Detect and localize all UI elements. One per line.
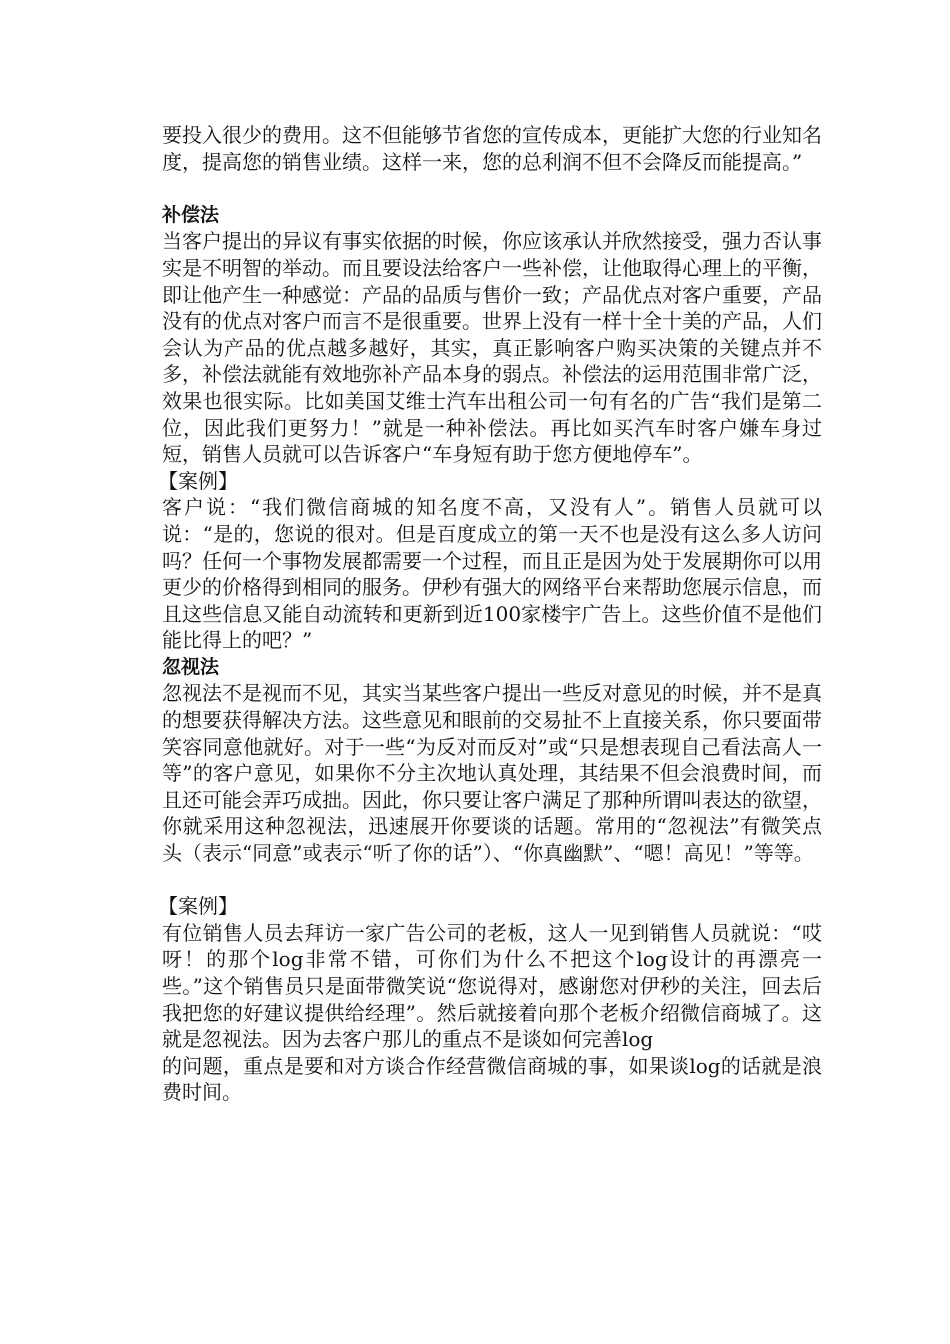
document-page xyxy=(158,122,822,1106)
spacer xyxy=(162,867,822,894)
spacer xyxy=(162,175,822,202)
ignore-case-paragraph: 有位销售人员去拜访一家广告公司的老板，这人一见到销售人员就说：“哎呀！的那个log非常不错，可你们为什么不把这个log设计的再漂亮一些。”这个销售员只是面带微笑说“您说得对，感谢您对伊秒的关注，回去后我把您的好建议提供给经理”。然后就接着向那个老板介绍微信商城了。这就是忽视法。因为去客户那儿的重点不是谈如何完善log xyxy=(162,920,822,1052)
section-heading-ignore: 忽视法 xyxy=(162,655,220,678)
compensation-case-paragraph: 客户说：“我们微信商城的知名度不高，又没有人”。销售人员就可以说：“是的，您说的很对。但是百度成立的第一天不也是没有这么多人访问吗？任何一个事物发展都需要一个过程，而且正是因为处于发展期你可以用更少的价格得到相同的服务。伊秒有强大的网络平台来帮助您展示信息，而且这些信息又能自动流转和更新到近100家楼宇广告上。这些价值不是他们能比得上的吧？” xyxy=(162,495,822,653)
compensation-paragraph: 当客户提出的异议有事实依据的时候，你应该承认并欣然接受，强力否认事实是不明智的举动。而且要设法给客户一些补偿，让他取得心理上的平衡，即让他产生一种感觉：产品的品质与售价一致；产品优点对客户重要，产品没有的优点对客户而言不是很重要。世界上没有一样十全十美的产品，人们会认为产品的优点越多越好，其实，真正影响客户购买决策的关键点并不多，补偿法就能有效地弥补产品本身的弱点。补偿法的运用范围非常广泛，效果也很实际。比如美国艾维士汽车出租公司一句有名的广告“我们是第二位，因此我们更努力！”就是一种补偿法。再比如买汽车时客户嫌车身过短，销售人员就可以告诉客户“车身短有助于您方便地停车”。 xyxy=(162,229,822,467)
ignore-paragraph: 忽视法不是视而不见，其实当某些客户提出一些反对意见的时候，并不是真的想要获得解决方法。这些意见和眼前的交易扯不上直接关系，你只要面带笑容同意他就好。对于一些“为反对而反对”或“只是想表现自己看法高人一等”的客户意见，如果你不分主次地认真处理，其结果不但会浪费时间，而且还可能会弄巧成拙。因此，你只要让客户满足了那种所谓叫表达的欲望，你就采用这种忽视法，迅速展开你要谈的话题。常用的“忽视法”有微笑点头（表示“同意”或表示“听了你的话”）、“你真幽默”、“嗯！高见！”等等。 xyxy=(162,681,822,866)
case-label: 【案例】 xyxy=(158,468,238,493)
section-heading-compensation: 补偿法 xyxy=(162,203,220,226)
ignore-case-paragraph-continued: 的问题，重点是要和对方谈合作经营微信商城的事，如果谈log的话就是浪费时间。 xyxy=(162,1053,822,1105)
case-label: 【案例】 xyxy=(158,894,238,919)
intro-paragraph: 要投入很少的费用。这不但能够节省您的宣传成本，更能扩大您的行业知名度，提高您的销售业绩。这样一来，您的总利润不但不会降反而能提高。” xyxy=(162,123,822,174)
